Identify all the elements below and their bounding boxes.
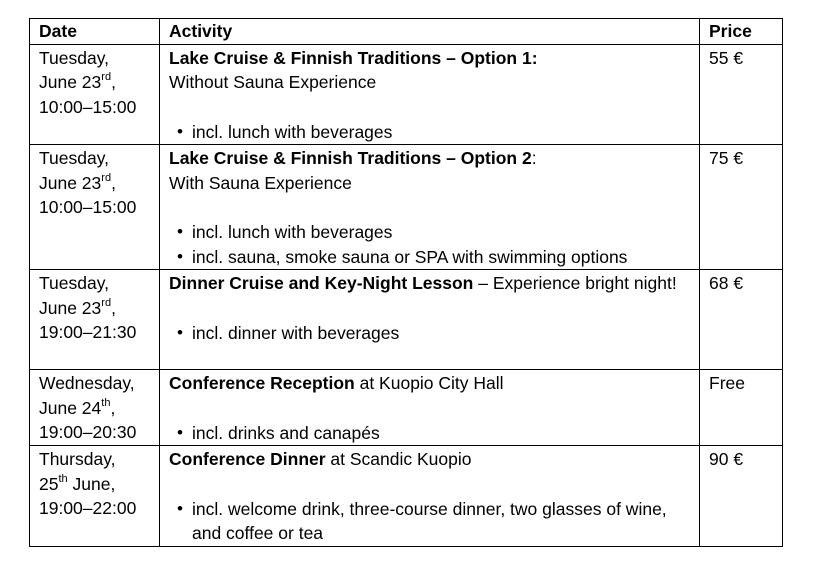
price-cell: 90 €	[700, 446, 783, 547]
bullet-icon: •	[177, 422, 183, 442]
list-item: • incl. sauna, smoke sauna or SPA with swimming options	[169, 245, 690, 270]
bullet-list	[169, 321, 690, 346]
list-item: • incl. lunch with beverages	[169, 120, 690, 145]
activity-subtitle: Without Sauna Experience	[169, 72, 377, 92]
date-cell	[30, 145, 160, 270]
list-item: • incl. drinks and canapés	[169, 421, 690, 446]
activity-cell	[160, 270, 700, 370]
bullet-icon: •	[177, 121, 183, 141]
date-time: 10:00–15:00	[39, 197, 137, 217]
header-date: Date	[30, 19, 160, 45]
table-row	[30, 145, 783, 270]
table-row	[30, 270, 783, 370]
bullet-icon: •	[177, 322, 183, 342]
bullet-list	[169, 497, 690, 546]
header-row	[30, 19, 783, 45]
list-item: • incl. dinner with beverages	[169, 321, 690, 346]
activity-title: Conference Reception at Kuopio City Hall	[169, 373, 504, 393]
price-cell: Free	[700, 370, 783, 446]
activity-title: Conference Dinner at Scandic Kuopio	[169, 449, 472, 469]
bullet-icon: •	[177, 246, 183, 266]
date-day: Wednesday,	[39, 373, 135, 393]
bullet-icon: •	[177, 222, 183, 241]
date-day: Tuesday,	[39, 148, 110, 168]
header-price: Price	[700, 19, 783, 45]
activity-cell	[160, 446, 700, 547]
date-cell	[30, 44, 160, 145]
date-month: June 23rd,	[39, 296, 116, 318]
list-item: • incl. welcome drink, three-course dinner, two glasses of wine, and coffee or tea	[177, 498, 667, 543]
list-item: • incl. lunch with beverages	[169, 220, 690, 245]
date-day: Thursday,	[39, 449, 116, 469]
table-row	[30, 446, 783, 547]
activity-title: Dinner Cruise and Key-Night Lesson – Experience bright night!	[169, 273, 677, 293]
activity-title: Lake Cruise & Finnish Traditions – Option 1:	[169, 47, 538, 68]
date-time: 10:00–15:00	[39, 96, 137, 117]
activity-title: Lake Cruise & Finnish Traditions – Option 2:	[169, 148, 537, 168]
date-cell	[30, 270, 160, 370]
date-month: June 24th,	[39, 396, 116, 418]
date-cell	[30, 446, 160, 547]
table-row	[30, 370, 783, 446]
activity-cell	[160, 145, 700, 270]
bullet-list	[169, 220, 690, 269]
price-cell: 68 €	[700, 270, 783, 370]
activity-cell	[160, 44, 700, 145]
date-day: Tuesday,	[39, 273, 110, 293]
date-time: 19:00–21:30	[39, 322, 137, 342]
date-time: 19:00–22:00	[39, 498, 137, 518]
date-cell	[30, 370, 160, 446]
date-month: June 23rd,	[39, 71, 116, 92]
price-cell: 75 €	[700, 145, 783, 270]
header-activity: Activity	[160, 19, 700, 45]
date-time: 19:00–20:30	[39, 422, 137, 442]
date-month: June 23rd,	[39, 171, 116, 193]
events-table	[29, 18, 783, 547]
price-cell: 55 €	[700, 44, 783, 145]
date-month: 25th June,	[39, 472, 116, 494]
date-day: Tuesday,	[39, 47, 110, 68]
bullet-icon: •	[177, 498, 183, 518]
activity-subtitle: With Sauna Experience	[169, 172, 352, 193]
bullet-list	[169, 421, 690, 446]
bullet-list	[169, 120, 690, 145]
table-row	[30, 44, 783, 145]
activity-cell	[160, 370, 700, 446]
